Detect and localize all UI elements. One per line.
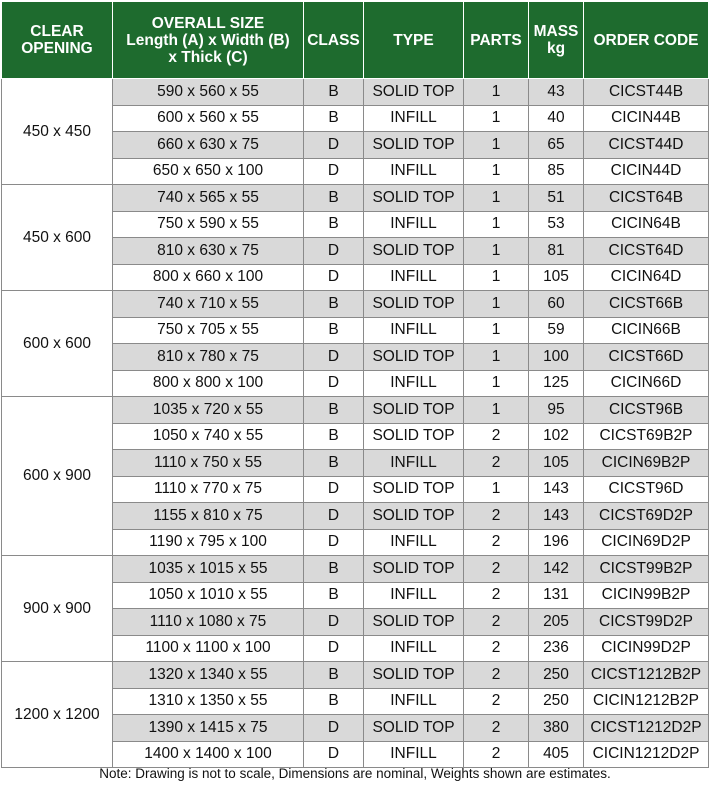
order-code-cell: CICIN64B: [584, 211, 709, 238]
parts-cell: 2: [464, 741, 529, 768]
order-code-cell: CICIN66B: [584, 317, 709, 344]
size-cell: 1190 x 795 x 100: [113, 529, 304, 556]
type-cell: SOLID TOP: [364, 423, 464, 450]
table-row: [2, 662, 709, 689]
parts-cell: 2: [464, 662, 529, 689]
order-code-cell: CICST44D: [584, 132, 709, 159]
order-code-cell: CICST99B2P: [584, 556, 709, 583]
class-cell: B: [304, 450, 364, 477]
clear-opening-cell: 900 x 900: [2, 556, 113, 662]
size-cell: 1155 x 810 x 75: [113, 503, 304, 530]
order-code-cell: CICST64D: [584, 238, 709, 265]
mass-cell: 250: [529, 662, 584, 689]
header-clear-opening: CLEAR OPENING: [2, 2, 113, 79]
size-cell: 1320 x 1340 x 55: [113, 662, 304, 689]
type-cell: INFILL: [364, 317, 464, 344]
type-cell: SOLID TOP: [364, 238, 464, 265]
mass-cell: 250: [529, 688, 584, 715]
mass-cell: 143: [529, 476, 584, 503]
clear-opening-cell: 600 x 900: [2, 397, 113, 556]
table-row: [2, 397, 709, 424]
class-cell: B: [304, 105, 364, 132]
type-cell: INFILL: [364, 635, 464, 662]
header-row: [2, 2, 709, 79]
size-cell: 810 x 630 x 75: [113, 238, 304, 265]
mass-cell: 53: [529, 211, 584, 238]
class-cell: D: [304, 132, 364, 159]
type-cell: INFILL: [364, 582, 464, 609]
header-parts: PARTS: [464, 2, 529, 79]
parts-cell: 1: [464, 105, 529, 132]
mass-cell: 40: [529, 105, 584, 132]
type-cell: SOLID TOP: [364, 291, 464, 318]
mass-cell: 85: [529, 158, 584, 185]
parts-cell: 2: [464, 529, 529, 556]
size-cell: 650 x 650 x 100: [113, 158, 304, 185]
type-cell: INFILL: [364, 264, 464, 291]
order-code-cell: CICST1212B2P: [584, 662, 709, 689]
order-code-cell: CICST1212D2P: [584, 715, 709, 742]
parts-cell: 1: [464, 476, 529, 503]
class-cell: D: [304, 741, 364, 768]
parts-cell: 2: [464, 715, 529, 742]
size-cell: 810 x 780 x 75: [113, 344, 304, 371]
type-cell: INFILL: [364, 370, 464, 397]
header-overall-size: OVERALL SIZE Length (A) x Width (B) x Thick (C): [113, 2, 304, 79]
mass-cell: 125: [529, 370, 584, 397]
size-cell: 1400 x 1400 x 100: [113, 741, 304, 768]
class-cell: B: [304, 211, 364, 238]
size-cell: 1100 x 1100 x 100: [113, 635, 304, 662]
class-cell: D: [304, 344, 364, 371]
size-cell: 1110 x 770 x 75: [113, 476, 304, 503]
order-code-cell: CICIN64D: [584, 264, 709, 291]
size-cell: 800 x 800 x 100: [113, 370, 304, 397]
table-row: [2, 185, 709, 212]
class-cell: B: [304, 185, 364, 212]
mass-cell: 100: [529, 344, 584, 371]
footnote: Note: Drawing is not to scale, Dimensions are nominal, Weights shown are estimates.: [99, 766, 611, 781]
type-cell: SOLID TOP: [364, 662, 464, 689]
class-cell: B: [304, 556, 364, 583]
order-code-cell: CICST96B: [584, 397, 709, 424]
type-cell: INFILL: [364, 158, 464, 185]
clear-opening-cell: 450 x 600: [2, 185, 113, 291]
order-code-cell: CICST96D: [584, 476, 709, 503]
type-cell: INFILL: [364, 105, 464, 132]
header-mass: MASS kg: [529, 2, 584, 79]
parts-cell: 2: [464, 635, 529, 662]
order-code-cell: CICST99D2P: [584, 609, 709, 636]
class-cell: B: [304, 688, 364, 715]
size-cell: 740 x 710 x 55: [113, 291, 304, 318]
size-cell: 660 x 630 x 75: [113, 132, 304, 159]
order-code-cell: CICST69B2P: [584, 423, 709, 450]
parts-cell: 1: [464, 79, 529, 106]
class-cell: D: [304, 715, 364, 742]
mass-cell: 196: [529, 529, 584, 556]
order-code-cell: CICST64B: [584, 185, 709, 212]
parts-cell: 1: [464, 291, 529, 318]
mass-cell: 51: [529, 185, 584, 212]
type-cell: SOLID TOP: [364, 79, 464, 106]
mass-cell: 236: [529, 635, 584, 662]
order-code-cell: CICIN66D: [584, 370, 709, 397]
parts-cell: 1: [464, 158, 529, 185]
order-code-cell: CICST44B: [584, 79, 709, 106]
parts-cell: 1: [464, 397, 529, 424]
parts-cell: 1: [464, 344, 529, 371]
parts-cell: 1: [464, 185, 529, 212]
type-cell: SOLID TOP: [364, 344, 464, 371]
size-cell: 1390 x 1415 x 75: [113, 715, 304, 742]
clear-opening-cell: 450 x 450: [2, 79, 113, 185]
class-cell: B: [304, 317, 364, 344]
class-cell: D: [304, 476, 364, 503]
parts-cell: 2: [464, 450, 529, 477]
mass-cell: 131: [529, 582, 584, 609]
size-cell: 1050 x 740 x 55: [113, 423, 304, 450]
type-cell: SOLID TOP: [364, 185, 464, 212]
size-cell: 800 x 660 x 100: [113, 264, 304, 291]
parts-cell: 1: [464, 317, 529, 344]
type-cell: SOLID TOP: [364, 556, 464, 583]
order-code-cell: CICST66D: [584, 344, 709, 371]
mass-cell: 65: [529, 132, 584, 159]
order-code-cell: CICIN44D: [584, 158, 709, 185]
mass-cell: 205: [529, 609, 584, 636]
size-cell: 740 x 565 x 55: [113, 185, 304, 212]
class-cell: D: [304, 238, 364, 265]
mass-cell: 81: [529, 238, 584, 265]
header-order-code: ORDER CODE: [584, 2, 709, 79]
type-cell: SOLID TOP: [364, 476, 464, 503]
order-code-cell: CICST66B: [584, 291, 709, 318]
class-cell: D: [304, 158, 364, 185]
order-code-cell: CICIN1212D2P: [584, 741, 709, 768]
mass-cell: 405: [529, 741, 584, 768]
size-cell: 590 x 560 x 55: [113, 79, 304, 106]
mass-cell: 60: [529, 291, 584, 318]
size-cell: 1035 x 720 x 55: [113, 397, 304, 424]
class-cell: B: [304, 79, 364, 106]
order-code-cell: CICIN99B2P: [584, 582, 709, 609]
mass-cell: 105: [529, 450, 584, 477]
order-code-cell: CICIN69B2P: [584, 450, 709, 477]
parts-cell: 2: [464, 688, 529, 715]
class-cell: D: [304, 609, 364, 636]
parts-cell: 2: [464, 556, 529, 583]
order-code-cell: CICIN44B: [584, 105, 709, 132]
class-cell: D: [304, 264, 364, 291]
mass-cell: 43: [529, 79, 584, 106]
clear-opening-cell: 1200 x 1200: [2, 662, 113, 768]
class-cell: D: [304, 370, 364, 397]
type-cell: INFILL: [364, 450, 464, 477]
mass-cell: 102: [529, 423, 584, 450]
clear-opening-cell: 600 x 600: [2, 291, 113, 397]
parts-cell: 1: [464, 132, 529, 159]
order-code-cell: CICST69D2P: [584, 503, 709, 530]
order-code-cell: CICIN99D2P: [584, 635, 709, 662]
size-cell: 600 x 560 x 55: [113, 105, 304, 132]
class-cell: B: [304, 291, 364, 318]
type-cell: INFILL: [364, 741, 464, 768]
class-cell: B: [304, 423, 364, 450]
parts-cell: 1: [464, 238, 529, 265]
header-class: CLASS: [304, 2, 364, 79]
mass-cell: 105: [529, 264, 584, 291]
mass-cell: 95: [529, 397, 584, 424]
size-cell: 1110 x 750 x 55: [113, 450, 304, 477]
class-cell: B: [304, 582, 364, 609]
type-cell: SOLID TOP: [364, 132, 464, 159]
class-cell: D: [304, 529, 364, 556]
type-cell: INFILL: [364, 688, 464, 715]
table-body: [2, 79, 709, 768]
size-cell: 750 x 705 x 55: [113, 317, 304, 344]
class-cell: B: [304, 397, 364, 424]
size-cell: 1050 x 1010 x 55: [113, 582, 304, 609]
parts-cell: 2: [464, 423, 529, 450]
class-cell: D: [304, 635, 364, 662]
type-cell: INFILL: [364, 211, 464, 238]
spec-table: [1, 1, 709, 768]
type-cell: SOLID TOP: [364, 503, 464, 530]
class-cell: B: [304, 662, 364, 689]
type-cell: SOLID TOP: [364, 609, 464, 636]
table-row: [2, 556, 709, 583]
parts-cell: 1: [464, 264, 529, 291]
class-cell: D: [304, 503, 364, 530]
type-cell: INFILL: [364, 529, 464, 556]
mass-cell: 380: [529, 715, 584, 742]
parts-cell: 1: [464, 211, 529, 238]
order-code-cell: CICIN1212B2P: [584, 688, 709, 715]
parts-cell: 2: [464, 503, 529, 530]
table-row: [2, 79, 709, 106]
parts-cell: 2: [464, 582, 529, 609]
mass-cell: 59: [529, 317, 584, 344]
parts-cell: 1: [464, 370, 529, 397]
size-cell: 750 x 590 x 55: [113, 211, 304, 238]
type-cell: SOLID TOP: [364, 397, 464, 424]
table-row: [2, 291, 709, 318]
size-cell: 1035 x 1015 x 55: [113, 556, 304, 583]
type-cell: SOLID TOP: [364, 715, 464, 742]
parts-cell: 2: [464, 609, 529, 636]
header-type: TYPE: [364, 2, 464, 79]
size-cell: 1310 x 1350 x 55: [113, 688, 304, 715]
order-code-cell: CICIN69D2P: [584, 529, 709, 556]
mass-cell: 143: [529, 503, 584, 530]
mass-cell: 142: [529, 556, 584, 583]
size-cell: 1110 x 1080 x 75: [113, 609, 304, 636]
